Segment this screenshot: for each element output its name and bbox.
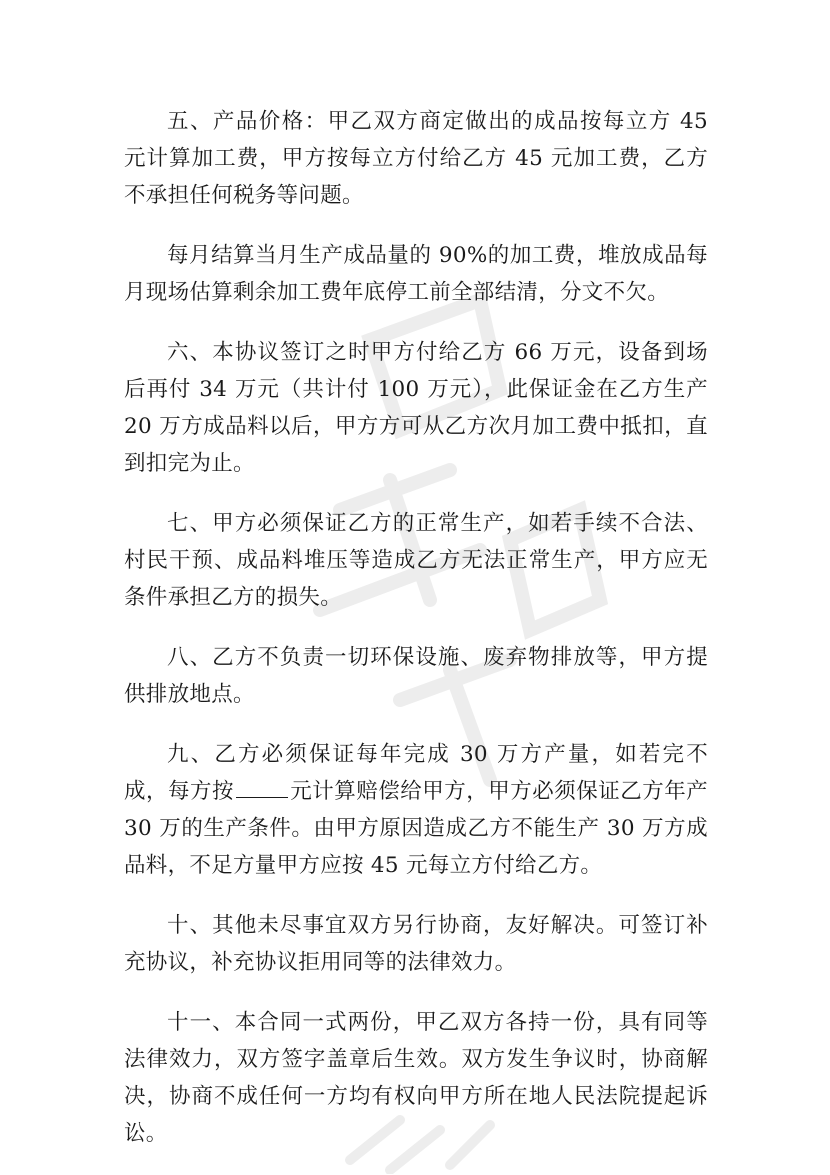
paragraph-other-matters: 十、其他未尽事宜双方另行协商，友好解决。可签订补充协议，补充协议拒用同等的法律效力。 <box>124 913 708 975</box>
blank-underline <box>236 776 288 799</box>
paragraph-copies-disputes: 十一、本合同一式两份，甲乙双方各持一份，具有同等法律效力，双方签字盖章后生效。双方发生争议时，协商解决，协商不成任何一方均有权向甲方所在地人民法院提起诉讼。 <box>124 1010 708 1146</box>
paragraph-annual-output <box>124 736 708 884</box>
paragraph-monthly-settlement: 每月结算当月生产成品量的 90%的加工费，堆放成品每月现场估算剩余加工费年底停工前全部结清，分文不欠。 <box>124 243 708 305</box>
paragraph-environmental: 八、乙方不负责一切环保设施、废弃物排放等，甲方提供排放地点。 <box>124 645 708 707</box>
paragraph-deposit: 六、本协议签订之时甲方付给乙方 66 万元，设备到场后再付 34 万元（共计付 100 万元），此保证金在乙方生产 20 万方成品料以后，甲方方可从乙方次月加工费中抵扣，直到扣完为止。 <box>124 340 708 476</box>
paragraph-annual-output-before: 九、乙方必须保证每年完成 30 万方产量，如若完不成，每方按 <box>124 742 708 804</box>
document-body <box>124 103 708 1175</box>
paragraph-product-price: 五、产品价格：甲乙双方商定做出的成品按每立方 45 元计算加工费，甲方按每立方付给乙方 45 元加工费，乙方不承担任何税务等问题。 <box>124 109 708 208</box>
paragraph-annual-output-after: 元计算赔偿给甲方，甲方必须保证乙方年产 30 万的生产条件。由甲方原因造成乙方不能生产 30 万方成品料，不足方量甲方应按 45 元每立方付给乙方。 <box>124 779 708 878</box>
paragraph-normal-production: 七、甲方必须保证乙方的正常生产，如若手续不合法、村民干预、成品料堆压等造成乙方无法正常生产，甲方应无条件承担乙方的损失。 <box>124 511 708 610</box>
